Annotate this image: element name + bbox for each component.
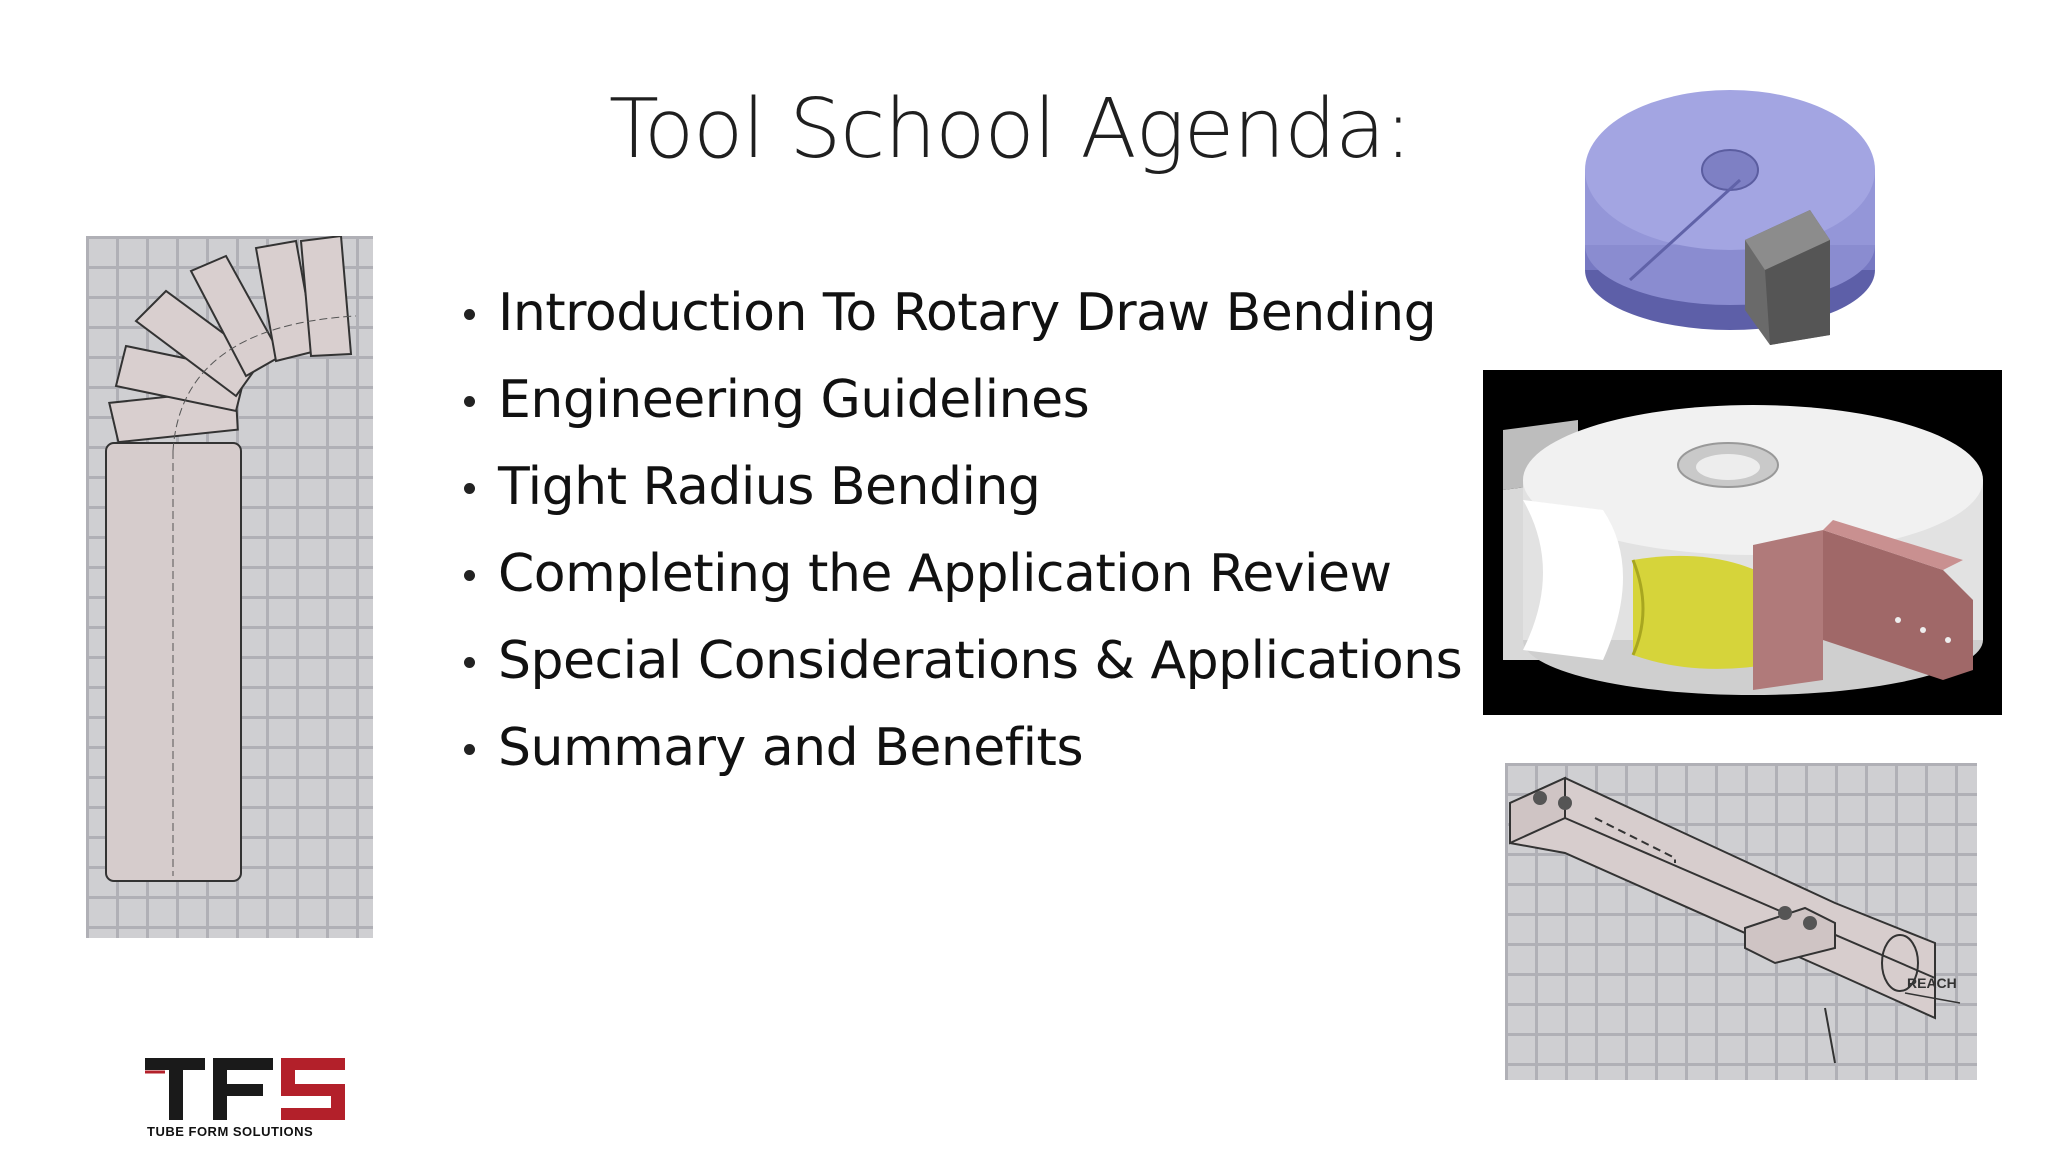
bullet-icon: [464, 570, 475, 581]
bullet-icon: [464, 744, 475, 755]
bend-tooling-drawing: [1483, 370, 2002, 715]
agenda-item: Engineering Guidelines: [458, 357, 1462, 444]
logo-caption: TUBE FORM SOLUTIONS: [147, 1124, 314, 1139]
bullet-icon: [464, 483, 475, 494]
agenda-item: Completing the Application Review: [458, 531, 1462, 618]
agenda-list: [458, 270, 1462, 792]
tfs-logo-mark: [145, 1050, 360, 1125]
agenda-item: Summary and Benefits: [458, 705, 1462, 792]
bullet-icon: [464, 657, 475, 668]
agenda-item: Introduction To Rotary Draw Bending: [458, 270, 1462, 357]
agenda-item: Tight Radius Bending: [458, 444, 1462, 531]
slide-title: Tool School Agenda:: [608, 82, 1412, 177]
tube-bend-illustration: [86, 236, 373, 938]
bullet-icon: [464, 309, 475, 320]
tube-bend-drawing: [86, 236, 373, 938]
bend-die-render: [1570, 70, 1900, 345]
bullet-icon: [464, 396, 475, 407]
agenda-item: Special Considerations & Applications: [458, 618, 1462, 705]
clamp-reach-illustration: [1505, 763, 1977, 1080]
clamp-reach-drawing: [1505, 763, 1977, 1080]
bend-die-drawing: [1570, 70, 1900, 345]
reach-label: REACH: [1907, 975, 1957, 991]
bend-tooling-render: [1483, 370, 2002, 715]
